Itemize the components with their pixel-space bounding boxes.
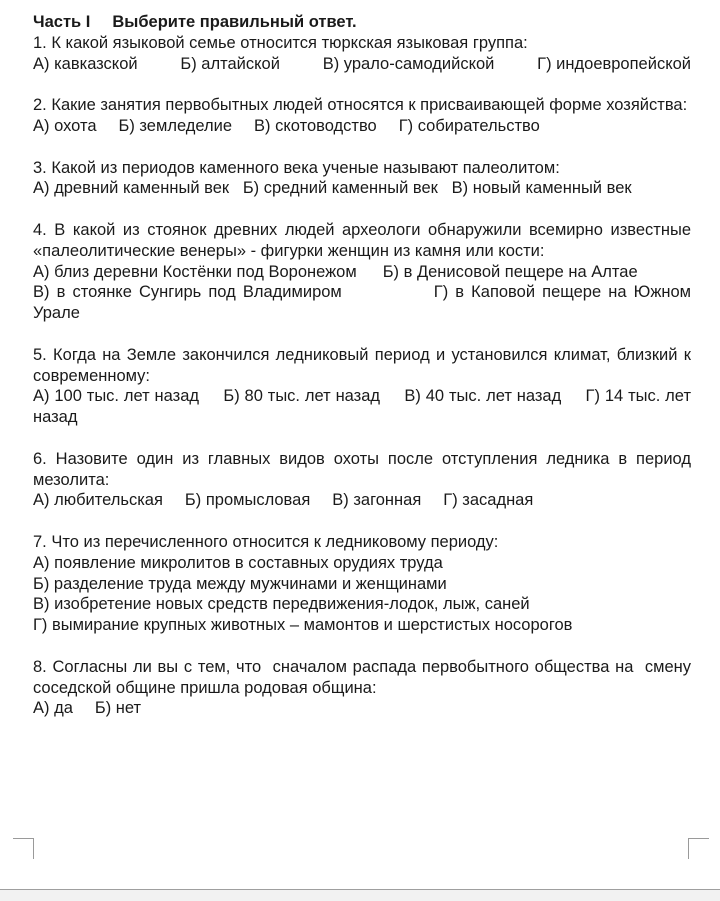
page-margin-corner-left [13,838,34,859]
question-2-option-b: Б) земледелие [118,116,233,135]
page-gap-area [0,890,720,901]
question-7-option-b: Б) разделение труда между мужчинами и женщинами [33,574,447,593]
question-2-text: 2. Какие занятия первобытных людей относятся к присваивающей форме хозяйства: [33,96,688,115]
question-6-options [33,490,691,511]
document-page [33,12,696,740]
question-1-option-a: А) кавказской [33,54,138,73]
question-1-text: 1. К какой языковой семье относится тюркская языковая группа: [33,33,528,52]
question-8-text: 8. Согласны ли вы с тем, что сначалом распада первобытного общества на смену соседской общине пришла родовая община: [33,657,696,697]
question-1-option-d: Г) индоевропейской [537,54,691,73]
question-1-options [33,54,691,75]
question-4-text: 4. В какой из стоянок древних людей археологи обнаружили всемирно известные «палеолитические венеры» - фигурки женщин из камня или кости: [33,220,691,260]
question-5-text: 5. Когда на Земле закончился ледниковый период и установился климат, близкий к современному: [33,345,691,385]
question-4-option-d: Г) в Каповой пещере на Южном Урале [33,283,691,323]
question-2-option-a: А) охота [33,116,97,135]
question-5 [33,345,696,428]
question-2-option-c: В) скотоводство [254,116,377,135]
question-4-option-b: Б) в Денисовой пещере на Алтае [382,262,638,281]
question-4-options-ab [33,262,691,283]
question-3-text: 3. Какой из периодов каменного века ученые называют палеолитом: [33,158,560,177]
question-6 [33,449,691,511]
question-2 [33,95,691,137]
question-7 [33,532,691,636]
question-7-option-a: А) появление микролитов в составных орудиях труда [33,553,443,572]
page-margin-corner-right [688,838,709,859]
question-3-options: А) древний каменный век Б) средний каменный век В) новый каменный век [33,179,632,198]
question-6-option-a: А) любительская [33,491,163,510]
question-1-option-c: В) урало-самодийской [322,54,495,73]
question-8-option-b: Б) нет [94,699,142,718]
question-2-options [33,116,691,137]
question-4 [33,220,691,324]
question-5-options: А) 100 тыс. лет назад Б) 80 тыс. лет назад В) 40 тыс. лет назад Г) 14 тыс. лет назад [33,387,696,427]
question-7-option-c: В) изобретение новых средств передвижения-лодок, лыж, саней [33,595,530,614]
question-7-option-d: Г) вымирание крупных животных – мамонтов и шерстистых носорогов [33,616,573,635]
question-4-option-a: А) близ деревни Костёнки под Воронежом [33,262,357,281]
part-label: Часть I [33,13,91,31]
question-4-option-c: В) в стоянке Сунгирь под Владимиром [33,283,342,302]
question-7-text: 7. Что из перечисленного относится к ледниковому периоду: [33,532,499,551]
question-6-option-c: В) загонная [332,491,422,510]
instruction-label: Выберите правильный ответ. [112,13,357,31]
question-2-option-d: Г) собирательство [398,116,540,135]
question-8-options [33,698,691,719]
section-heading [33,12,691,33]
question-1 [33,33,691,75]
question-3 [33,158,691,200]
question-4-options-cd [33,282,691,324]
question-1-option-b: Б) алтайской [180,54,280,73]
question-6-text: 6. Назовите один из главных видов охоты после отступления ледника в период мезолита: [33,449,691,489]
question-6-option-d: Г) засадная [443,491,534,510]
question-6-option-b: Б) промысловая [184,491,311,510]
question-8-option-a: А) да [33,699,73,718]
question-8 [33,657,696,719]
